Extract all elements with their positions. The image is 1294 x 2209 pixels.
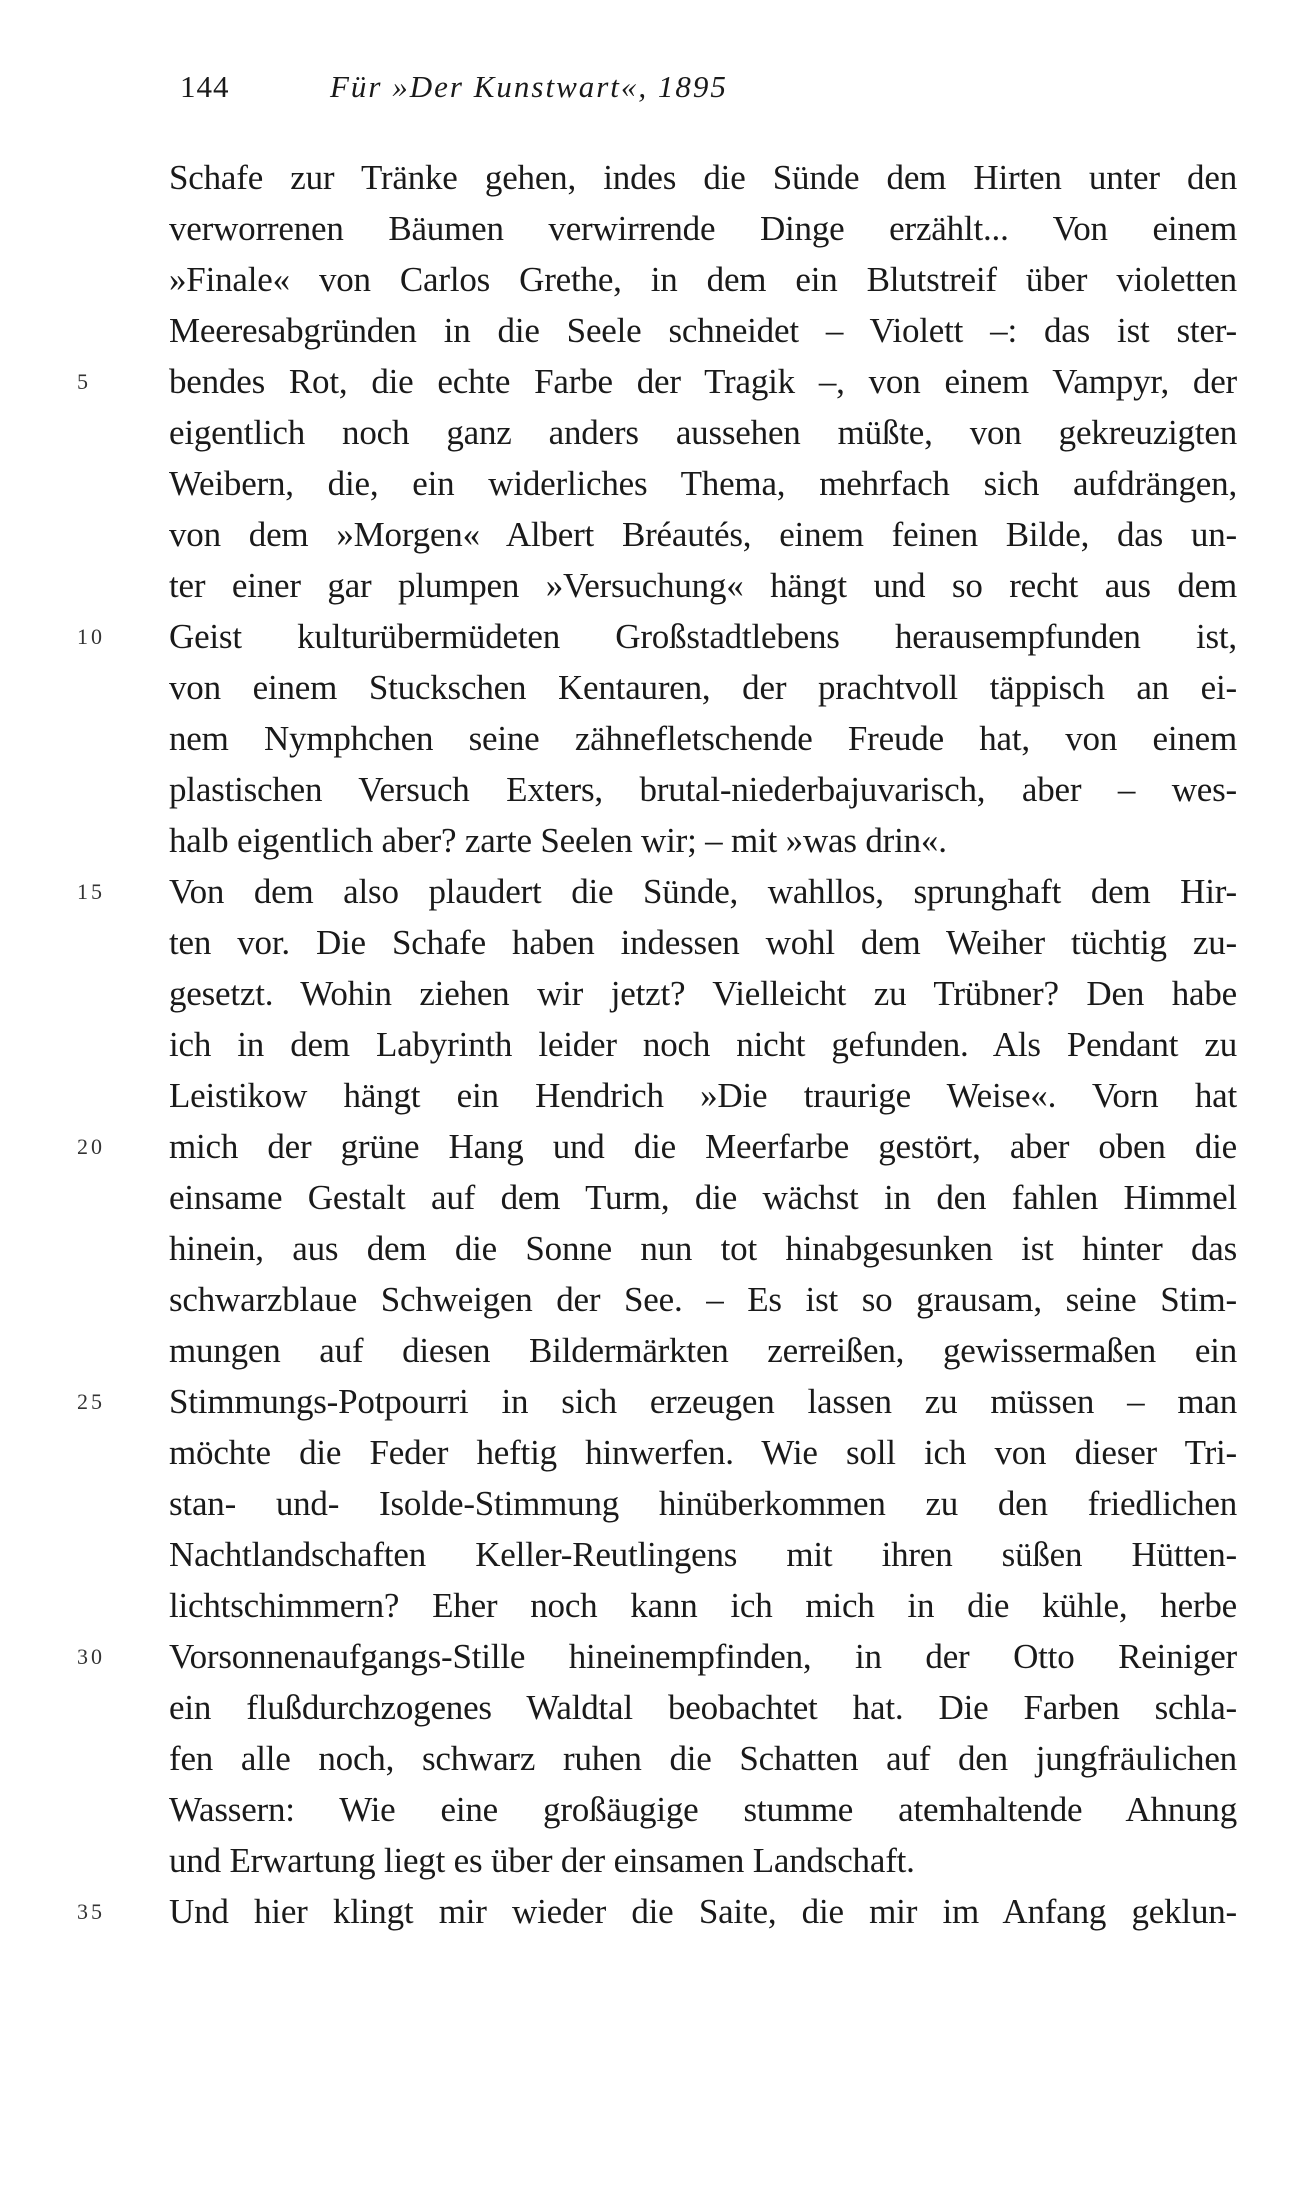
- text-line: [77, 611, 1237, 662]
- line-text: Und hier klingt mir wieder die Saite, die mir im Anfang geklun-: [169, 1892, 1237, 1931]
- line-text: eigentlich noch ganz anders aussehen müßte, von gekreuzigten: [169, 413, 1237, 452]
- text-line: [169, 968, 1237, 1019]
- text-line: [169, 1733, 1237, 1784]
- text-line: [77, 866, 1237, 917]
- line-text: verworrenen Bäumen verwirrende Dinge erzählt... Von einem: [169, 209, 1237, 248]
- text-line: [169, 917, 1237, 968]
- text-line: [169, 662, 1237, 713]
- line-text: möchte die Feder heftig hinwerfen. Wie soll ich von dieser Tri-: [169, 1433, 1237, 1472]
- line-number: 5: [77, 369, 91, 394]
- line-text: lichtschimmern? Eher noch kann ich mich in die kühle, herbe: [169, 1586, 1237, 1625]
- text-line: [169, 407, 1237, 458]
- text-line: [169, 152, 1237, 203]
- line-text: Geist kulturübermüdeten Großstadtlebens herausempfunden ist,: [169, 617, 1237, 656]
- line-number: 15: [77, 879, 105, 904]
- line-text: halb eigentlich aber? zarte Seelen wir; – mit »was drin«.: [169, 821, 947, 860]
- text-line: [169, 713, 1237, 764]
- text-line: [77, 1886, 1237, 1937]
- text-line: [169, 1223, 1237, 1274]
- text-line: [169, 1784, 1237, 1835]
- line-text: ter einer gar plumpen »Versuchung« hängt und so recht aus dem: [169, 566, 1237, 605]
- line-number: 35: [77, 1899, 105, 1924]
- line-number: 25: [77, 1389, 105, 1414]
- line-text: mungen auf diesen Bildermärkten zerreißen, gewissermaßen ein: [169, 1331, 1237, 1370]
- text-line: [77, 1376, 1237, 1427]
- line-text: plastischen Versuch Exters, brutal-niederbajuvarisch, aber – wes-: [169, 770, 1237, 809]
- text-line: [169, 815, 1237, 866]
- text-line: [169, 1835, 1237, 1886]
- line-text: Wassern: Wie eine großäugige stumme atemhaltende Ahnung: [169, 1790, 1237, 1829]
- line-text: von dem »Morgen« Albert Bréautés, einem feinen Bilde, das un-: [169, 515, 1237, 554]
- line-text: stan- und- Isolde-Stimmung hinüberkommen zu den friedlichen: [169, 1484, 1237, 1523]
- text-line: [169, 305, 1237, 356]
- text-line: [77, 1631, 1237, 1682]
- text-line: [169, 254, 1237, 305]
- line-text: Vorsonnenaufgangs-Stille hineinempfinden, in der Otto Reiniger: [169, 1637, 1237, 1676]
- body-text: [77, 152, 1237, 1937]
- running-title: Für »Der Kunstwart«, 1895: [330, 69, 728, 104]
- line-text: von einem Stuckschen Kentauren, der prachtvoll täppisch an ei-: [169, 668, 1237, 707]
- text-line: [169, 764, 1237, 815]
- line-number: 20: [77, 1134, 105, 1159]
- line-text: und Erwartung liegt es über der einsamen Landschaft.: [169, 1841, 915, 1880]
- text-line: [77, 356, 1237, 407]
- text-line: [169, 203, 1237, 254]
- line-text: schwarzblaue Schweigen der See. – Es ist so grausam, seine Stim-: [169, 1280, 1237, 1319]
- line-number: 10: [77, 624, 105, 649]
- line-text: mich der grüne Hang und die Meerfarbe gestört, aber oben die: [169, 1127, 1237, 1166]
- text-line: [169, 1274, 1237, 1325]
- line-text: Meeresabgründen in die Seele schneidet – Violett –: das ist ster-: [169, 311, 1237, 350]
- line-text: fen alle noch, schwarz ruhen die Schatten auf den jungfräulichen: [169, 1739, 1237, 1778]
- text-line: [169, 1019, 1237, 1070]
- text-line: [169, 458, 1237, 509]
- text-line: [169, 1529, 1237, 1580]
- text-line: [169, 1172, 1237, 1223]
- line-text: einsame Gestalt auf dem Turm, die wächst in den fahlen Himmel: [169, 1178, 1237, 1217]
- line-text: nem Nymphchen seine zähnefletschende Freude hat, von einem: [169, 719, 1237, 758]
- text-line: [169, 560, 1237, 611]
- line-text: ten vor. Die Schafe haben indessen wohl dem Weiher tüchtig zu-: [169, 923, 1237, 962]
- line-text: Weibern, die, ein widerliches Thema, mehrfach sich aufdrängen,: [169, 464, 1237, 503]
- text-line: [169, 1427, 1237, 1478]
- text-line: [77, 1121, 1237, 1172]
- line-text: Schafe zur Tränke gehen, indes die Sünde dem Hirten unter den: [169, 158, 1237, 197]
- page-number: 144: [180, 69, 230, 104]
- line-text: gesetzt. Wohin ziehen wir jetzt? Vielleicht zu Trübner? Den habe: [169, 974, 1237, 1013]
- text-line: [169, 1070, 1237, 1121]
- line-text: »Finale« von Carlos Grethe, in dem ein Blutstreif über violetten: [169, 260, 1237, 299]
- line-text: bendes Rot, die echte Farbe der Tragik –, von einem Vampyr, der: [169, 362, 1237, 401]
- line-text: ein flußdurchzogenes Waldtal beobachtet hat. Die Farben schla-: [169, 1688, 1237, 1727]
- text-line: [169, 1682, 1237, 1733]
- line-text: hinein, aus dem die Sonne nun tot hinabgesunken ist hinter das: [169, 1229, 1237, 1268]
- line-text: ich in dem Labyrinth leider noch nicht gefunden. Als Pendant zu: [169, 1025, 1237, 1064]
- text-line: [169, 1325, 1237, 1376]
- text-line: [169, 1478, 1237, 1529]
- text-line: [169, 509, 1237, 560]
- line-number: 30: [77, 1644, 105, 1669]
- text-line: [169, 1580, 1237, 1631]
- line-text: Von dem also plaudert die Sünde, wahllos, sprunghaft dem Hir-: [169, 872, 1237, 911]
- line-text: Stimmungs-Potpourri in sich erzeugen lassen zu müssen – man: [169, 1382, 1237, 1421]
- line-text: Leistikow hängt ein Hendrich »Die traurige Weise«. Vorn hat: [169, 1076, 1237, 1115]
- line-text: Nachtlandschaften Keller-Reutlingens mit ihren süßen Hütten-: [169, 1535, 1237, 1574]
